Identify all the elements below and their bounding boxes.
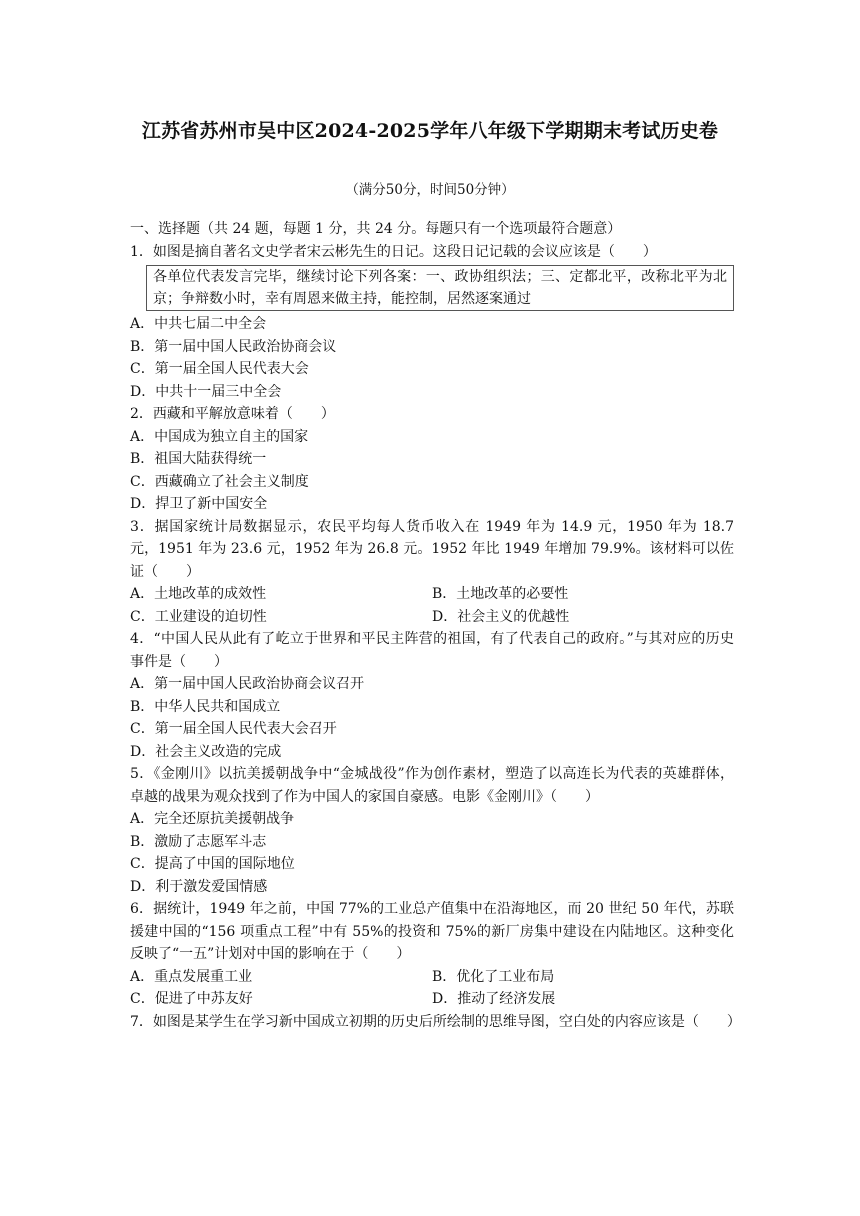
question-7-stem: 7．如图是某学生在学习新中国成立初期的历史后所绘制的思维导图，空白处的内容应该是（ ） bbox=[130, 1013, 741, 1030]
exam-title: 江苏省苏州市吴中区2024-2025学年八年级下学期期末考试历史卷 bbox=[141, 120, 719, 142]
question-5-stem: 5．《金刚川》以抗美援朝战争中“金城战役”作为创作素材，塑造了以高连长为代表的英雄群体，卓越的战果为观众找到了作为中国人的家国自豪感。电影《金刚川》（ ） bbox=[130, 766, 734, 805]
question-2-option-d: D．捍卫了新中国安全 bbox=[130, 496, 268, 512]
question-2-option-a: A．中国成为独立自主的国家 bbox=[130, 428, 309, 445]
question-5-option-d: D．利于激发爱国情感 bbox=[130, 878, 268, 895]
question-6-option-a: A．重点发展重工业 bbox=[130, 968, 253, 985]
question-3-stem: 3．据国家统计局数据显示，农民平均每人货币收入在 1949 年为 14.9 元，1950 年为 18.7 元，1951 年为 23.6 元，1952 年为 26.8 元。1952 年比 1949 年增加 79.9%。该材料可以佐证（ ） bbox=[130, 518, 734, 580]
question-6-options-row-2 bbox=[130, 988, 734, 1011]
question-4-option-b: B．中华人民共和国成立 bbox=[130, 698, 281, 715]
question-6-option-d: D．推动了经济发展 bbox=[432, 991, 556, 1007]
question-5-option-c: C．提高了中国的国际地位 bbox=[130, 856, 295, 872]
question-6-options-row-1 bbox=[130, 966, 734, 989]
question-3-option-c: C．工业建设的迫切性 bbox=[130, 608, 267, 625]
exam-subtitle: （满分50分，时间50分钟） bbox=[345, 182, 515, 198]
question-2-stem: 2．西藏和平解放意味着（ ） bbox=[130, 406, 335, 422]
question-1-stem: 1．如图是摘自著名文史学者宋云彬先生的日记。这段日记记载的会议应该是（ ） bbox=[130, 243, 657, 260]
question-1-material-box: 各单位代表发言完毕，继续讨论下列各案：一、政协组织法；三、定都北平，改称北平为北京；争辩数小时，幸有周恩来做主持，能控制，居然逐案通过 bbox=[146, 265, 734, 311]
question-1-option-c: C．第一届全国人民代表大会 bbox=[130, 361, 309, 377]
question-2-option-b: B．祖国大陆获得统一 bbox=[130, 451, 267, 467]
exam-content bbox=[130, 218, 741, 1033]
section-header: 一、选择题（共 24 题，每题 1 分，共 24 分。每题只有一个选项最符合题意） bbox=[130, 221, 622, 237]
question-3-option-d: D．社会主义的优越性 bbox=[432, 608, 570, 625]
question-2-option-c: C．西藏确立了社会主义制度 bbox=[130, 473, 309, 490]
question-1-option-a: A．中共七届二中全会 bbox=[130, 316, 267, 332]
question-1-option-d: D．中共十一届三中全会 bbox=[130, 383, 282, 400]
question-6-option-c: C．促进了中苏友好 bbox=[130, 991, 253, 1007]
question-4-option-c: C．第一届全国人民代表大会召开 bbox=[130, 721, 337, 737]
question-3-options-row-2 bbox=[130, 606, 734, 629]
question-5-option-a: A．完全还原抗美援朝战争 bbox=[130, 811, 295, 827]
question-6-option-b: B．优化了工业布局 bbox=[432, 968, 555, 985]
question-4-option-d: D．社会主义改造的完成 bbox=[130, 743, 282, 760]
question-4-option-a: A．第一届中国人民政治协商会议召开 bbox=[130, 676, 365, 692]
question-4-stem: 4．“中国人民从此有了屹立于世界和平民主阵营的祖国，有了代表自己的政府。”与其对应的历史事件是（ ） bbox=[130, 631, 734, 670]
question-3-option-b: B．土地改革的必要性 bbox=[432, 586, 569, 602]
question-5-option-b: B．激励了志愿军斗志 bbox=[130, 833, 267, 850]
question-3-options-row-1 bbox=[130, 583, 734, 606]
question-6-stem: 6．据统计，1949 年之前，中国 77%的工业总产值集中在沿海地区，而 20 世纪 50 年代，苏联援建中国的“156 项重点工程”中有 55%的投资和 75%的新厂房集中建设在内陆地区。这种变化反映了“一五”计划对中国的影响在于（ ） bbox=[130, 901, 734, 962]
question-3-option-a: A．土地改革的成效性 bbox=[130, 586, 267, 602]
question-1-option-b: B．第一届中国人民政治协商会议 bbox=[130, 338, 337, 355]
